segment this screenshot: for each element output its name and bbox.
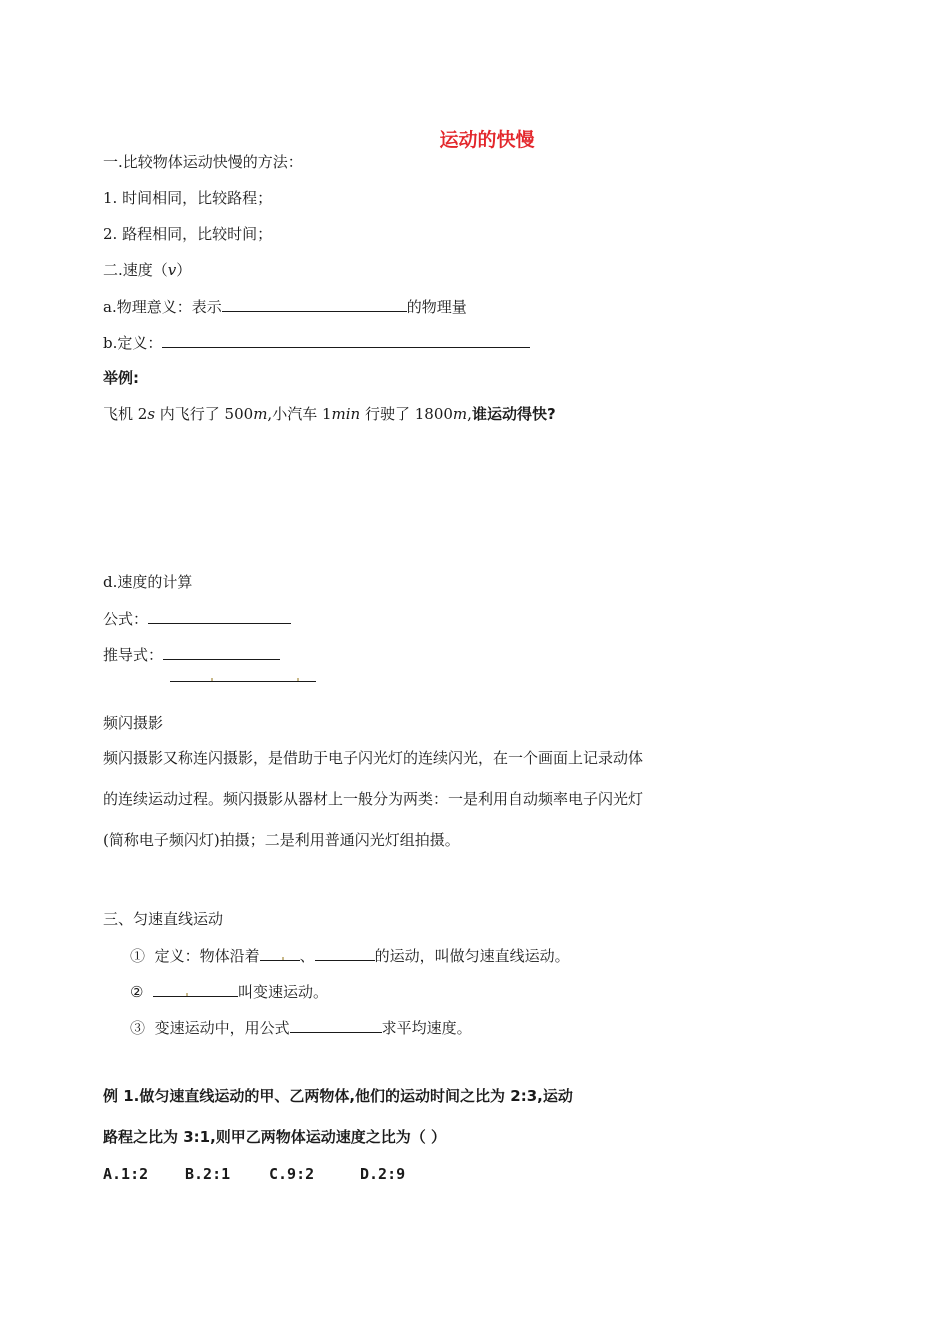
physical-meaning-prefix: a.物理意义：表示 [103,298,222,316]
definition-line [103,332,530,353]
circle-mark-3: ③ [130,1019,146,1037]
flash-heading: 频闪摄影 [103,714,164,732]
circle-mark-2: ② [130,983,144,1001]
condition-2 [130,981,328,1002]
unit-m-2: m [452,405,468,423]
condition-2-blank[interactable] [153,981,238,997]
example-text-5: , [467,405,472,423]
scan-mark [211,678,213,681]
formula-blank[interactable] [148,608,291,624]
physical-meaning-line [103,296,467,317]
condition-1-suffix: 的运动，叫做匀速直线运动。 [374,947,570,965]
condition-1-separator: 、 [299,947,315,965]
method-item-2: 2. 路程相同，比较时间； [103,225,273,243]
section1-heading: 一.比较物体运动快慢的方法： [103,153,303,171]
definition-blank[interactable] [162,332,530,348]
condition-3-suffix: 求平均速度。 [381,1019,472,1037]
example-question: 谁运动得快? [471,405,556,423]
formula-label: 公式： [103,610,149,628]
scan-mark [186,993,188,996]
unit-m: m [253,405,268,423]
example-text-1: 飞机 2 [103,405,148,423]
condition-1 [130,945,570,966]
example1-line-1: 例 1.做匀速直线运动的甲、乙两物体,他们的运动时间之比为 2:3,运动 [103,1087,573,1105]
section2-heading-suffix: ） [176,261,192,279]
example1-line-2: 路程之比为 3:1,则甲乙两物体运动速度之比为（ ） [103,1128,447,1146]
physical-meaning-blank[interactable] [222,296,407,312]
condition-1-blank-2[interactable] [315,945,375,961]
condition-3 [130,1017,472,1038]
scan-mark [297,678,299,681]
derived-formula-line-2 [170,666,316,687]
definition-prefix: b.定义： [103,334,163,352]
example-label: 举例: [103,369,139,387]
derived-formula-label: 推导式： [103,646,164,664]
scan-mark [282,957,284,960]
example-question-line [103,404,556,424]
method-item-1: 1. 时间相同，比较路程； [103,189,273,207]
option-d[interactable]: D.2:9 [360,1165,406,1183]
unit-s: s [147,405,156,423]
section3-heading: 三、匀速直线运动 [103,910,224,928]
derived-formula-blank-1[interactable] [163,644,280,660]
speed-calc-heading: d.速度的计算 [103,573,193,591]
condition-3-blank[interactable] [290,1017,382,1033]
section2-heading [103,260,191,280]
velocity-symbol: v [167,261,177,279]
condition-1-blank-1[interactable] [260,945,300,961]
condition-2-suffix: 叫变速运动。 [238,983,329,1001]
unit-min: min [331,405,361,423]
option-b[interactable]: B.2:1 [185,1165,231,1183]
condition-3-prefix: 变速运动中，用公式 [154,1019,290,1037]
derived-formula-blank-2[interactable] [170,666,316,682]
formula-line [103,608,291,629]
page-title: 运动的快慢 [439,129,535,151]
option-a[interactable]: A.1:2 [103,1165,149,1183]
example-text-3: ,小汽车 1 [267,405,332,423]
option-c[interactable]: C.9:2 [269,1165,315,1183]
circle-mark-1: ① [130,947,146,965]
example-text-4: 行驶了 1800 [360,405,453,423]
condition-1-prefix: 定义：物体沿着 [154,947,260,965]
section2-heading-prefix: 二.速度（ [103,261,168,279]
flash-paragraph: 频闪摄影又称连闪摄影，是借助于电子闪光灯的连续闪光，在一个画面上记录动体的连续运动过程。频闪摄影从器材上一般分为两类：一是利用自动频率电子闪光灯(简称电子频闪灯)拍摄；二是利用普通闪光灯组拍摄。 [103,749,644,849]
physical-meaning-suffix: 的物理量 [406,298,467,316]
example-text-2: 内飞行了 500 [155,405,254,423]
derived-formula-line [103,644,280,665]
